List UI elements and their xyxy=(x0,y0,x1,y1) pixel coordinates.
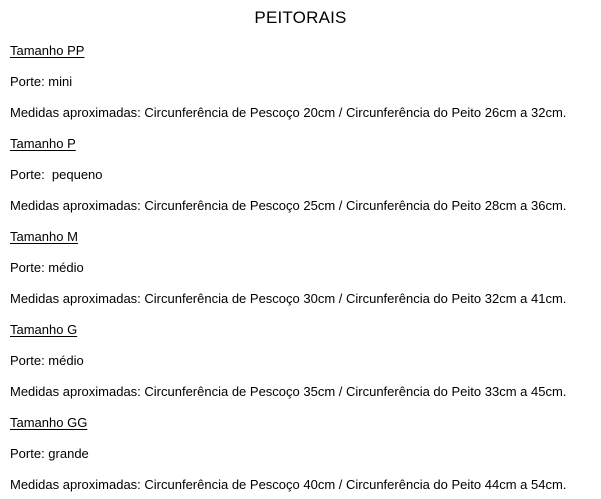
section-medidas-gg: Medidas aproximadas: Circunferência de Pescoço 40cm / Circunferência do Peito 44cm a 54cm. xyxy=(10,477,567,492)
section-porte-m: Porte: médio xyxy=(10,260,84,275)
section-porte-pp: Porte: mini xyxy=(10,74,73,89)
section-heading-pp: Tamanho PP xyxy=(10,43,85,58)
document-title: PEITORAIS xyxy=(254,8,347,27)
section-porte-gg: Porte: grande xyxy=(10,446,89,461)
section-medidas-pp: Medidas aproximadas: Circunferência de Pescoço 20cm / Circunferência do Peito 26cm a 32cm. xyxy=(10,105,567,120)
section-heading-gg: Tamanho GG xyxy=(10,415,88,430)
section-heading-g: Tamanho G xyxy=(10,322,78,337)
section-heading-p: Tamanho P xyxy=(10,136,76,151)
section-porte-p: Porte: pequeno xyxy=(10,167,103,182)
section-heading-m: Tamanho M xyxy=(10,229,78,244)
section-medidas-p: Medidas aproximadas: Circunferência de Pescoço 25cm / Circunferência do Peito 28cm a 36cm. xyxy=(10,198,567,213)
section-medidas-g: Medidas aproximadas: Circunferência de Pescoço 35cm / Circunferência do Peito 33cm a 45cm. xyxy=(10,384,567,399)
section-medidas-m: Medidas aproximadas: Circunferência de Pescoço 30cm / Circunferência do Peito 32cm a 41cm. xyxy=(10,291,567,306)
section-porte-g: Porte: médio xyxy=(10,353,84,368)
